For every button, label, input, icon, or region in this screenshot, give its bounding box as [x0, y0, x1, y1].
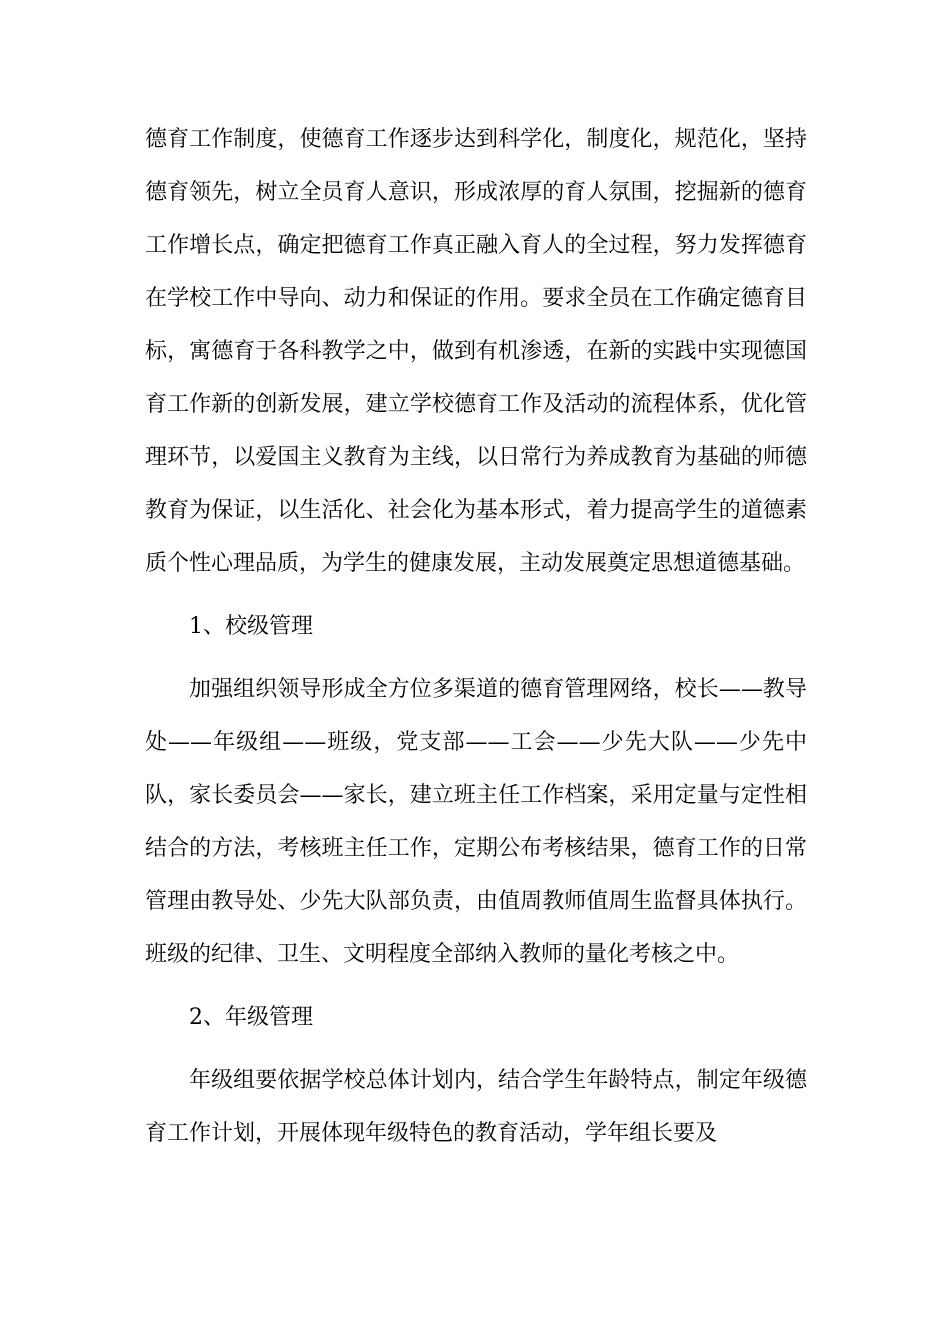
paragraph-school-management: 加强组织领导形成全方位多渠道的德育管理网络，校长——教导处——年级组——班级，党支部——工会——少先大队——少先中队，家长委员会——家长，建立班主任工作档案，采用定量与定性相结合的方法，考核班主任工作，定期公布考核结果，德育工作的日常管理由教导处、少先大队部负责，由值周教师值周生监督具体执行。班级的纪律、卫生、文明程度全部纳入教师的量化考核之中。	[145, 677, 807, 967]
paragraph-grade-management: 年级组要依据学校总体计划内，结合学生年龄特点，制定年级德育工作计划，开展体现年级特色的教育活动，学年组长要及	[145, 1068, 807, 1146]
document-page	[145, 113, 807, 1160]
section-heading-grade-management: 2、年级管理	[189, 1005, 313, 1030]
section-heading-school-management: 1、校级管理	[189, 614, 313, 639]
paragraph-intro: 德育工作制度，使德育工作逐步达到科学化，制度化，规范化，坚持德育领先，树立全员育人意识，形成浓厚的育人氛围，挖掘新的德育工作增长点，确定把德育工作真正融入育人的全过程，努力发挥德育在学校工作中导向、动力和保证的作用。要求全员在工作确定德育目标，寓德育于各科教学之中，做到有机渗透，在新的实践中实现德国育工作新的创新发展，建立学校德育工作及活动的流程体系，优化管理环节，以爱国主义教育为主线，以日常行为养成教育为基础的师德教育为保证，以生活化、社会化为基本形式，着力提高学生的道德素质个性心理品质，为学生的健康发展，主动发展奠定思想道德基础。	[145, 127, 807, 576]
